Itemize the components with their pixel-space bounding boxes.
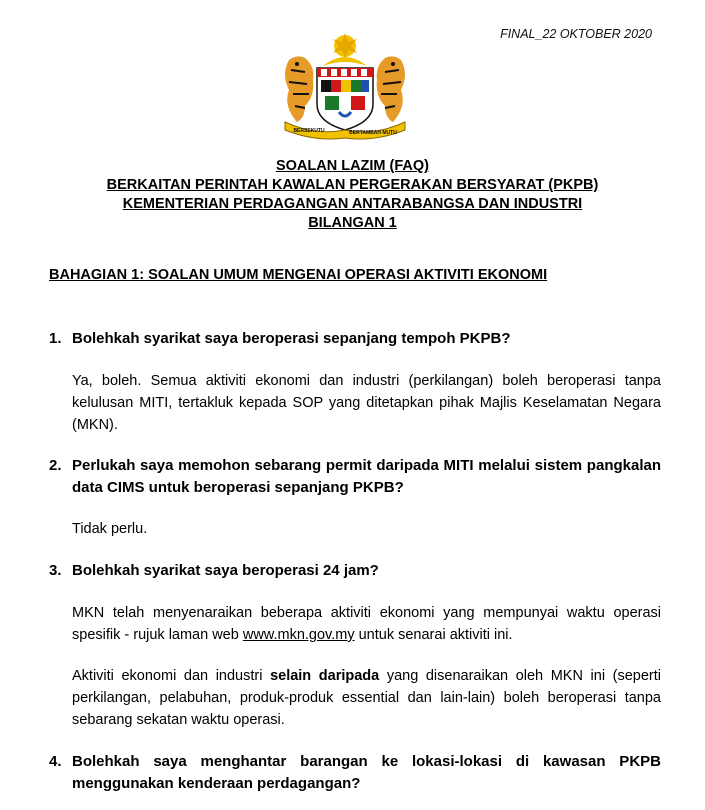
title-line-ministry: KEMENTERIAN PERDAGANGAN ANTARABANGSA DAN INDUSTRI	[122, 196, 583, 212]
answer-2: Tidak perlu.	[72, 521, 148, 537]
question-number: 4.	[49, 753, 62, 770]
question-text: Perlukah saya memohon sebarang permit daripada MITI melalui sistem pangkalan data CIMS untuk beroperasi sepanjang PKPB?	[72, 457, 661, 496]
left-tiger-icon	[285, 56, 313, 122]
question-text: Bolehkah syarikat saya beroperasi sepanjang tempoh PKPB?	[72, 330, 511, 347]
answer-1: Ya, boleh. Semua aktiviti ekonomi dan industri (perkilangan) boleh beroperasi tanpa kelulusan MITI, tertakluk kepada SOP yang ditetapkan pihak Majlis Keselamatan Negara (MKN).	[72, 373, 661, 433]
crescent-icon	[323, 57, 367, 66]
question-number: 2.	[49, 457, 62, 474]
title-line-faq: SOALAN LAZIM (FAQ)	[275, 158, 430, 174]
mkn-website-link[interactable]: www.mkn.gov.my	[242, 627, 355, 643]
title-line-pkpb: BERKAITAN PERINTAH KAWALAN PERGERAKAN BERSYARAT (PKPB)	[106, 177, 599, 193]
question-3	[49, 560, 661, 582]
answer-text: untuk senarai aktiviti ini.	[354, 627, 513, 643]
document-title	[0, 157, 705, 233]
question-number: 3.	[49, 562, 62, 579]
shield-icon	[317, 68, 373, 130]
question-4	[49, 751, 661, 795]
svg-text:BERSEKUTU: BERSEKUTU	[293, 128, 325, 134]
answer-text: MKN telah menyenaraikan beberapa aktiviti ekonomi yang mempunyai waktu operasi spesifik - rujuk laman web	[72, 605, 661, 643]
question-text: Bolehkah saya menghantar barangan ke lokasi-lokasi di kawasan PKPB menggunakan kenderaan perdagangan?	[72, 753, 661, 792]
answer-3-paragraph-2	[72, 665, 661, 731]
svg-text:BERTAMBAH MUTU: BERTAMBAH MUTU	[349, 130, 397, 136]
answer-text: yang disenaraikan oleh MKN ini (seperti perkilangan, pelabuhan, produk-produk essential dan lain-lain) boleh beroperasi tanpa sebarang sekatan waktu operasi.	[72, 668, 662, 728]
right-tiger-icon	[377, 56, 405, 122]
star-icon	[333, 33, 357, 59]
document-version-tag: FINAL_22 OKTOBER 2020	[500, 27, 652, 41]
section-heading: BAHAGIAN 1: SOALAN UMUM MENGENAI OPERASI AKTIVITI EKONOMI	[49, 267, 548, 283]
question-number: 1.	[49, 330, 62, 347]
coat-of-arms-emblem	[275, 30, 415, 140]
question-2	[49, 455, 661, 499]
answer-3-paragraph-1	[72, 602, 661, 646]
answer-text: Aktiviti ekonomi dan industri	[72, 668, 271, 684]
question-text: Bolehkah syarikat saya beroperasi 24 jam?	[72, 562, 379, 579]
answer-emphasis: selain daripada	[270, 668, 380, 684]
title-line-number: BILANGAN 1	[308, 215, 397, 231]
question-1	[49, 328, 661, 350]
